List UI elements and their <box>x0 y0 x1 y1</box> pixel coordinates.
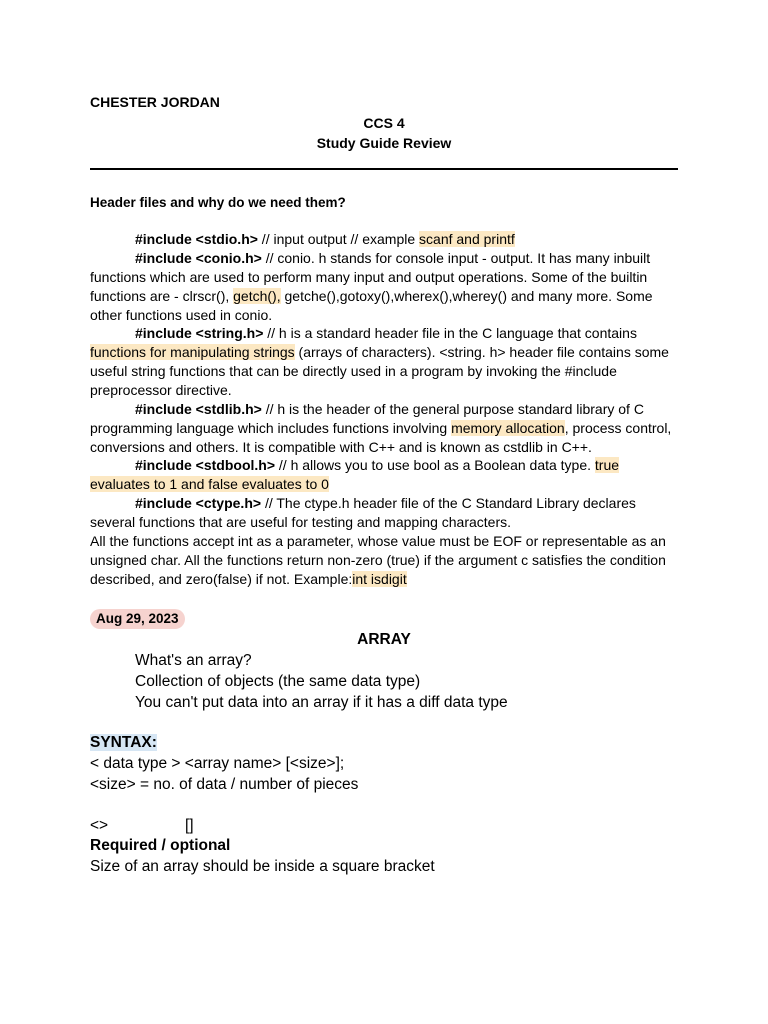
stdlib-text-1: // h is the header of the general purpose standard library of C programming language which includes functions involving <box>90 401 644 436</box>
stdio-include: #include <stdio.h> <box>135 231 258 247</box>
array-line-1: What's an array? <box>135 652 252 669</box>
stdbool-text: // h allows you to use bool as a Boolean data type. <box>275 457 595 473</box>
syntax-line-2: <size> = no. of data / number of pieces <box>90 776 359 793</box>
conio-text-1: // conio. h stands for console input - output. It has many inbuilt functions which are used to perform many input and output operations. Some of the builtin functions are - clrscr(), <box>90 250 651 304</box>
syntax-heading: SYNTAX: <box>90 734 157 751</box>
array-line-3: You can't put data into an array if it has a diff data type <box>135 694 508 711</box>
conio-highlight: getch(), <box>233 288 281 304</box>
string-highlight: functions for manipulating strings <box>90 344 295 360</box>
course-code: CCS 4 <box>363 115 405 131</box>
date-chip[interactable]: Aug 29, 2023 <box>90 609 185 629</box>
array-line-2: Collection of objects (the same data type) <box>135 673 421 690</box>
ctype-text-1: // The ctype.h header file of the C Standard Library declares several functions that are useful for testing and mapping characters. <box>90 495 636 530</box>
string-text-2: (arrays of characters). <string. h> header file contains some useful string functions that can be directly used in a program by invoking the #include preprocessor directive. <box>90 344 669 398</box>
stdlib-paragraph <box>90 400 680 457</box>
conio-text-2: getche(),gotoxy(),wherex(),wherey() and many more. Some other functions used in conio. <box>90 288 653 323</box>
stdio-text: // input output // example <box>257 231 420 247</box>
horizontal-rule <box>90 168 678 170</box>
ctype-text-2: All the functions accept int as a parameter, whose value must be EOF or representable as an unsigned char. All the functions return non-zero (true) if the argument c satisfies the condition described, and zero(false) if not. Example: <box>90 533 666 587</box>
stdlib-text-2: , process control, conversions and others. It is compatible with C++ and is known as cstdlib in C++. <box>90 420 672 455</box>
conio-paragraph <box>90 249 680 325</box>
stdlib-highlight: memory allocation <box>451 420 565 436</box>
conio-include: #include <conio.h> <box>135 250 262 266</box>
document-title: Study Guide Review <box>316 135 452 151</box>
stdbool-paragraph <box>90 456 680 494</box>
required-optional: Required / optional <box>90 837 231 854</box>
stdio-paragraph <box>90 230 680 249</box>
size-note: Size of an array should be inside a square bracket <box>90 858 435 875</box>
ctype-highlight: int isdigit <box>352 571 407 587</box>
string-text-1: // h is a standard header file in the C language that contains <box>263 325 637 341</box>
stdlib-include: #include <stdlib.h> <box>135 401 262 417</box>
syntax-line-1: < data type > <array name> [<size>]; <box>90 755 345 772</box>
author-name: CHESTER JORDAN <box>90 94 220 110</box>
stdbool-include: #include <stdbool.h> <box>135 457 276 473</box>
square-brackets: [] <box>185 817 194 834</box>
ctype-paragraph <box>90 494 680 532</box>
ctype-include: #include <ctype.h> <box>135 495 262 511</box>
array-heading: ARRAY <box>357 631 411 648</box>
angle-brackets: <> <box>90 817 109 834</box>
string-paragraph <box>90 324 680 400</box>
ctype-details <box>90 532 680 589</box>
stdbool-highlight: true evaluates to 1 and false evaluates to 0 <box>90 457 620 492</box>
stdio-highlight: scanf and printf <box>419 231 515 247</box>
section-heading: Header files and why do we need them? <box>90 195 346 210</box>
string-include: #include <string.h> <box>135 325 264 341</box>
